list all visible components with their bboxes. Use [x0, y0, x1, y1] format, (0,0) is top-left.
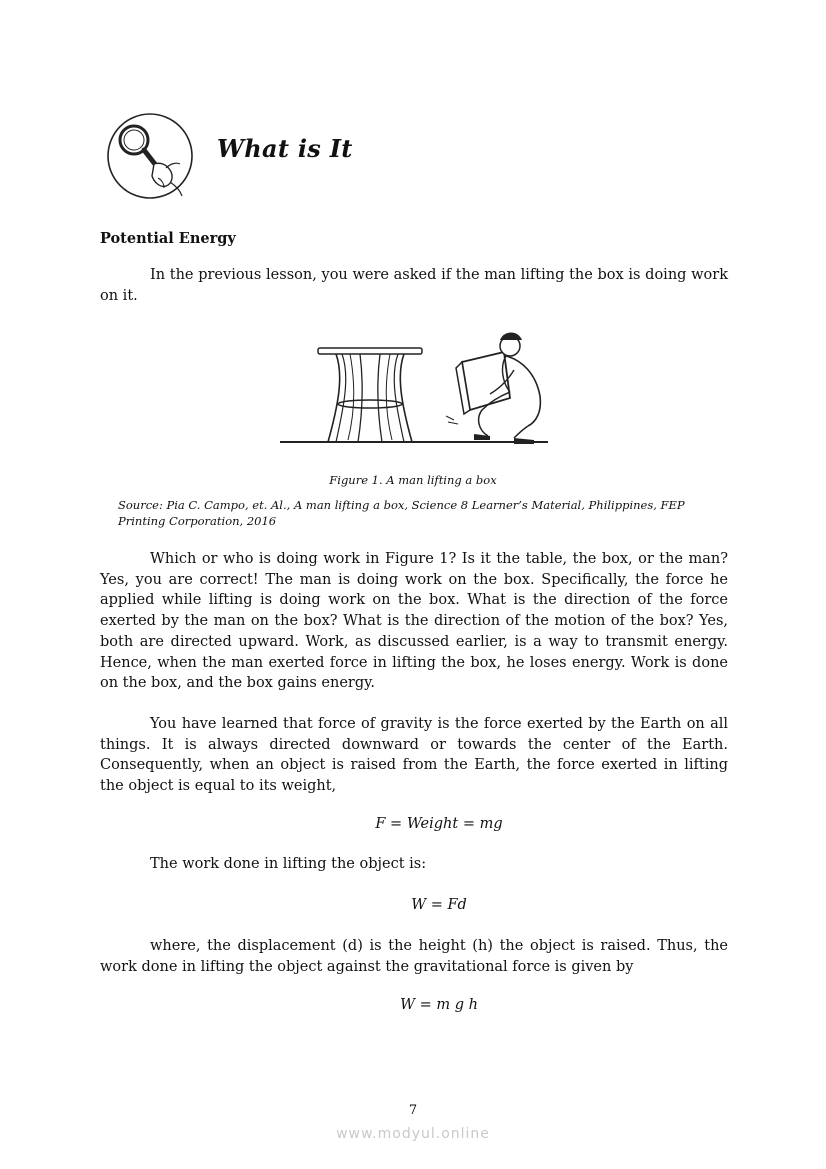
magnifying-glass-icon [104, 112, 196, 200]
paragraph-work-done: The work done in lifting the object is: [150, 856, 427, 872]
section-title: What is It [217, 134, 353, 163]
watermark: www.modyul.online [336, 1126, 490, 1142]
intro-paragraph: In the previous lesson, you were asked if the man lifting the box is doing work on it. [100, 267, 728, 304]
figure-man-lifting-box [278, 326, 550, 448]
equation-potential-energy: W = m g h [400, 997, 478, 1013]
paragraph-displacement: where, the displacement (d) is the height (h) the object is raised. Thus, the work done in lifting the object against the gravitational force is given by [100, 938, 728, 975]
paragraph-gravity: You have learned that force of gravity is the force exerted by the Earth on all things. It is always directed downward or towards the center of the Earth. Consequently, when an object is raised from the Earth, the force exerted in lifting the object is equal to its weight, [100, 716, 728, 795]
subheading: Potential Energy [100, 230, 236, 247]
equation-work: W = Fd [411, 897, 467, 913]
equation-force-weight: F = Weight = mg [375, 816, 503, 832]
figure-source: Source: Pia C. Campo, et. Al., A man lifting a box, Science 8 Learner’s Material, Philippines, FEP Printing Corporation, 2016 [118, 498, 685, 528]
figure-caption: Figure 1. A man lifting a box [329, 473, 497, 487]
page-number: 7 [408, 1103, 418, 1118]
paragraph-work-on-box: Which or who is doing work in Figure 1? Is it the table, the box, or the man? Yes, you are correct! The man is doing work on the box. Specifically, the force he applied while lifting is doing work on the box. What is the direction of the force exerted by the man on the box? What is the direction of the motion of the box? Yes, both are directed upward. Work, as discussed earlier, is a way to transmit energy. Hence, when the man exerted force in lifting the box, he loses energy. Work is done on the box, and the box gains energy. [100, 551, 728, 692]
